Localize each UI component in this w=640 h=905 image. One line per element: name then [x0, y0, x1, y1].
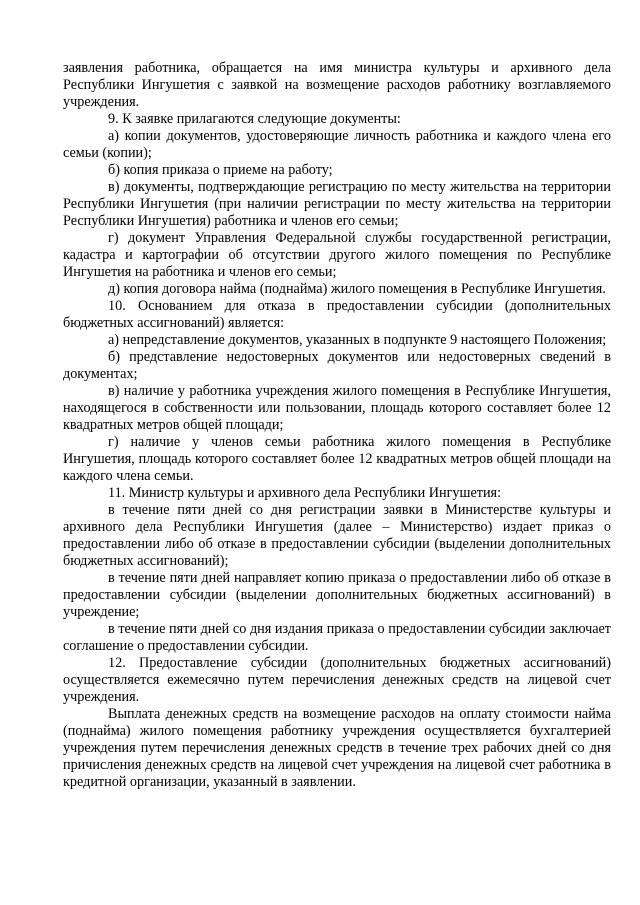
paragraph-continuation: заявления работника, обращается на имя министра культуры и архивного дела Республики Ингушетия с заявкой на возмещение расходов работнику возглавляемого учреждения. [63, 60, 611, 110]
paragraph-9-heading: 9. К заявке прилагаются следующие документы: [108, 111, 401, 127]
paragraph-9-item-v: в) документы, подтверждающие регистрацию по месту жительства на территории Республики Ингушетия (при наличии регистрации по месту жительства на территории Республики Ингушетия) работника и членов его семьи; [63, 179, 611, 229]
paragraph-10-item-a: а) непредставление документов, указанных в подпункте 9 настоящего Положения; [108, 332, 607, 348]
paragraph-11-heading: 11. Министр культуры и архивного дела Республики Ингушетия: [108, 485, 502, 501]
paragraph-9-item-a: а) копии документов, удостоверяющие личность работника и каждого члена его семьи (копии); [63, 128, 611, 161]
paragraph-9-item-d: д) копия договора найма (поднайма) жилого помещения в Республике Ингушетия. [108, 281, 606, 297]
paragraph-9-item-g: г) документ Управления Федеральной службы государственной регистрации, кадастра и картографии об отсутствии другого жилого помещения по Республике Ингушетия на работника и членов его семьи; [63, 230, 611, 280]
paragraph-11-item-1: в течение пяти дней со дня регистрации заявки в Министерстве культуры и архивного дела Республики Ингушетия (далее – Министерство) издает приказ о предоставлении либо об отказе в предоставлении субсидии (выделении дополнительных бюджетных ассигнований); [63, 502, 611, 569]
paragraph-12-payment: Выплата денежных средств на возмещение расходов на оплату стоимости найма (поднайма) жилого помещения работнику учреждения осуществляется бухгалтерией учреждения путем перечисления денежных средств в течение трех рабочих дней со дня причисления денежных средств на лицевой счет учреждения на лицевой счет работника в кредитной организации, указанный в заявлении. [63, 706, 611, 790]
paragraph-11-item-2: в течение пяти дней направляет копию приказа о предоставлении либо об отказе в предоставлении субсидии (выделении дополнительных бюджетных ассигнований) в учреждение; [63, 570, 611, 620]
document-page [63, 60, 611, 791]
paragraph-11-item-3: в течение пяти дней со дня издания приказа о предоставлении субсидии заключает соглашение о предоставлении субсидии. [63, 621, 611, 654]
paragraph-10-heading: 10. Основанием для отказа в предоставлении субсидии (дополнительных бюджетных ассигнований) является: [63, 298, 611, 331]
paragraph-10-item-v: в) наличие у работника учреждения жилого помещения в Республике Ингушетия, находящегося в собственности или пользовании, площадь которого составляет более 12 квадратных метров общей площади; [63, 383, 611, 433]
paragraph-9-item-b: б) копия приказа о приеме на работу; [108, 162, 333, 178]
paragraph-10-item-b: б) представление недостоверных документов или недостоверных сведений в документах; [63, 349, 611, 382]
paragraph-12: 12. Предоставление субсидии (дополнительных бюджетных ассигнований) осуществляется ежемесячно путем перечисления денежных средств на лицевой счет учреждения. [63, 655, 611, 705]
paragraph-10-item-g: г) наличие у членов семьи работника жилого помещения в Республике Ингушетия, площадь которого составляет более 12 квадратных метров общей площади на каждого члена семьи. [63, 434, 611, 484]
